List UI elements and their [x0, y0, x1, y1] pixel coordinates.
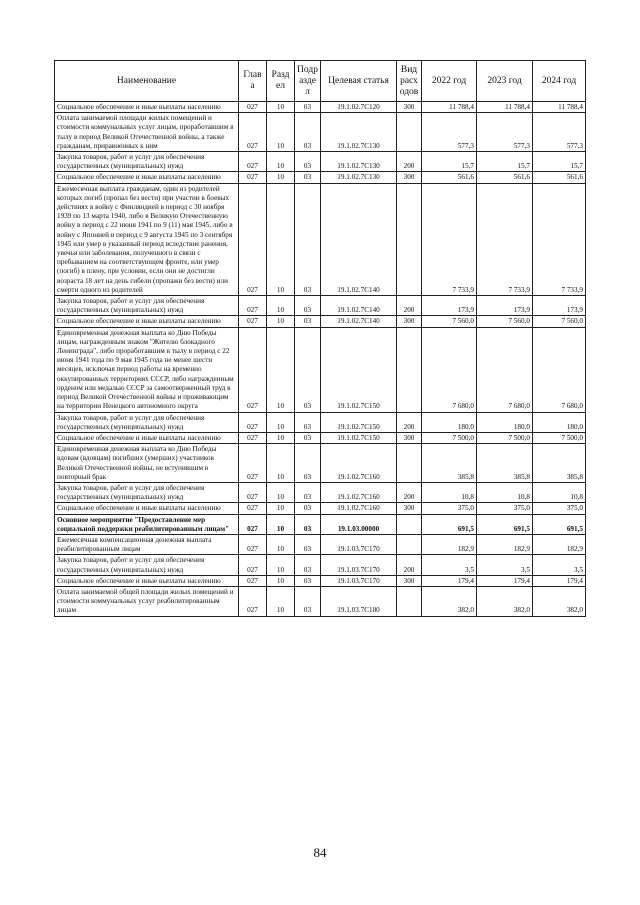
- row-name: Закупка товаров, работ и услуг для обеспечения государственных (муниципальных) нужд: [55, 412, 239, 432]
- table-row: [55, 183, 586, 295]
- table-row: [55, 113, 586, 152]
- row-podrazdel: 03: [295, 172, 321, 183]
- row-podrazdel: 03: [295, 316, 321, 327]
- row-vid: 200: [397, 412, 422, 432]
- table-row: [55, 316, 586, 327]
- row-name: Оплата занимаемой общей площади жилых помещений и стоимости коммунальных услуг реабилитированным лицам: [55, 586, 239, 616]
- row-name: Социальное обеспечение и иные выплаты населению: [55, 432, 239, 443]
- row-amount-2023: 382,0: [477, 586, 533, 616]
- row-razdel: 10: [267, 152, 295, 172]
- table-row: [55, 412, 586, 432]
- row-vid: 300: [397, 172, 422, 183]
- row-amount-2024: 7 560,0: [533, 316, 586, 327]
- row-amount-2023: 3,5: [477, 555, 533, 575]
- table-row: [55, 152, 586, 172]
- row-statya: 19.1.02.7С130: [321, 113, 397, 152]
- row-name: Социальное обеспечение и иные выплаты населению: [55, 172, 239, 183]
- row-glava: 027: [239, 555, 267, 575]
- row-razdel: 10: [267, 482, 295, 502]
- table-row: [55, 444, 586, 483]
- table-row: [55, 586, 586, 616]
- table-row: [55, 102, 586, 113]
- row-razdel: 10: [267, 102, 295, 113]
- row-podrazdel: 03: [295, 152, 321, 172]
- row-amount-2022: 691,5: [422, 514, 477, 534]
- row-amount-2024: 7 733,9: [533, 183, 586, 295]
- row-amount-2024: 375,0: [533, 503, 586, 514]
- row-amount-2023: 15,7: [477, 152, 533, 172]
- row-podrazdel: 03: [295, 586, 321, 616]
- header-podrazdel: Подр азде л: [295, 61, 321, 102]
- row-glava: 027: [239, 183, 267, 295]
- header-2024: 2024 год: [533, 61, 586, 102]
- row-name: Социальное обеспечение и иные выплаты населению: [55, 102, 239, 113]
- table-row: [55, 514, 586, 534]
- row-razdel: 10: [267, 586, 295, 616]
- row-razdel: 10: [267, 514, 295, 534]
- row-vid: 200: [397, 555, 422, 575]
- row-vid: [397, 444, 422, 483]
- table-row: [55, 534, 586, 554]
- row-amount-2023: 182,9: [477, 534, 533, 554]
- row-podrazdel: 03: [295, 113, 321, 152]
- row-amount-2023: 691,5: [477, 514, 533, 534]
- row-amount-2024: 7 500,0: [533, 432, 586, 443]
- row-podrazdel: 03: [295, 482, 321, 502]
- row-name: Оплата занимаемой площади жилых помещений и стоимости коммунальных услуг лицам, проработавшим в тылу в период Великой Отечественной войны, а также гражданам, приравненных к ним: [55, 113, 239, 152]
- row-glava: 027: [239, 534, 267, 554]
- row-glava: 027: [239, 102, 267, 113]
- row-amount-2024: 180,0: [533, 412, 586, 432]
- row-statya: 19.1.02.7С140: [321, 183, 397, 295]
- row-statya: 19.1.02.7С150: [321, 432, 397, 443]
- row-glava: 027: [239, 152, 267, 172]
- row-vid: 300: [397, 503, 422, 514]
- row-amount-2023: 7 500,0: [477, 432, 533, 443]
- row-razdel: 10: [267, 172, 295, 183]
- row-amount-2022: 375,0: [422, 503, 477, 514]
- row-vid: 300: [397, 575, 422, 586]
- row-amount-2022: 182,9: [422, 534, 477, 554]
- budget-table: [54, 60, 586, 617]
- header-razdel: Разд ел: [267, 61, 295, 102]
- row-podrazdel: 03: [295, 503, 321, 514]
- row-podrazdel: 03: [295, 514, 321, 534]
- row-amount-2024: 173,9: [533, 296, 586, 316]
- row-statya: 19.1.02.7С120: [321, 102, 397, 113]
- row-amount-2023: 561,6: [477, 172, 533, 183]
- row-razdel: 10: [267, 296, 295, 316]
- row-amount-2022: 3,5: [422, 555, 477, 575]
- row-podrazdel: 03: [295, 296, 321, 316]
- row-amount-2023: 173,9: [477, 296, 533, 316]
- row-statya: 19.1.02.7С130: [321, 152, 397, 172]
- row-glava: 027: [239, 113, 267, 152]
- row-name: Закупка товаров, работ и услуг для обеспечения государственных (муниципальных) нужд: [55, 296, 239, 316]
- row-amount-2024: 7 680,0: [533, 327, 586, 412]
- row-name: Закупка товаров, работ и услуг для обеспечения государственных (муниципальных) нужд: [55, 555, 239, 575]
- row-glava: 027: [239, 482, 267, 502]
- row-podrazdel: 03: [295, 534, 321, 554]
- row-name: Социальное обеспечение и иные выплаты населению: [55, 575, 239, 586]
- header-glava: Глав а: [239, 61, 267, 102]
- row-podrazdel: 03: [295, 412, 321, 432]
- row-name: Единовременная денежная выплата ко Дню Победы вдовам (вдовцам) погибших (умерших) участников Великой Отечественной войны, не вступившим в повторный брак: [55, 444, 239, 483]
- row-amount-2022: 385,8: [422, 444, 477, 483]
- row-amount-2024: 385,8: [533, 444, 586, 483]
- row-vid: [397, 327, 422, 412]
- row-glava: 027: [239, 432, 267, 443]
- row-podrazdel: 03: [295, 327, 321, 412]
- row-glava: 027: [239, 316, 267, 327]
- row-amount-2023: 375,0: [477, 503, 533, 514]
- row-statya: 19.1.03.7С170: [321, 534, 397, 554]
- row-glava: 027: [239, 412, 267, 432]
- row-vid: [397, 534, 422, 554]
- row-amount-2023: 385,8: [477, 444, 533, 483]
- row-vid: 300: [397, 432, 422, 443]
- row-razdel: 10: [267, 575, 295, 586]
- row-amount-2022: 577,3: [422, 113, 477, 152]
- row-podrazdel: 03: [295, 102, 321, 113]
- row-amount-2024: 179,4: [533, 575, 586, 586]
- row-amount-2023: 180,0: [477, 412, 533, 432]
- header-statya: Целевая статья: [321, 61, 397, 102]
- row-statya: 19.1.03.7С170: [321, 555, 397, 575]
- row-vid: [397, 514, 422, 534]
- row-amount-2024: 382,0: [533, 586, 586, 616]
- row-podrazdel: 03: [295, 575, 321, 586]
- row-razdel: 10: [267, 444, 295, 483]
- row-statya: 19.1.02.7С160: [321, 482, 397, 502]
- row-vid: 300: [397, 102, 422, 113]
- row-razdel: 10: [267, 412, 295, 432]
- row-amount-2022: 10,8: [422, 482, 477, 502]
- row-statya: 19.1.02.7С140: [321, 316, 397, 327]
- row-vid: 200: [397, 152, 422, 172]
- row-statya: 19.1.02.7С140: [321, 296, 397, 316]
- row-razdel: 10: [267, 555, 295, 575]
- row-statya: 19.1.02.7С160: [321, 444, 397, 483]
- row-amount-2022: 15,7: [422, 152, 477, 172]
- row-podrazdel: 03: [295, 555, 321, 575]
- row-razdel: 10: [267, 432, 295, 443]
- row-statya: 19.1.02.7С130: [321, 172, 397, 183]
- row-vid: 300: [397, 316, 422, 327]
- row-amount-2022: 7 733,9: [422, 183, 477, 295]
- row-amount-2022: 7 500,0: [422, 432, 477, 443]
- row-razdel: 10: [267, 503, 295, 514]
- header-name: Наименование: [55, 61, 239, 102]
- row-glava: 027: [239, 327, 267, 412]
- table-row: [55, 503, 586, 514]
- row-amount-2022: 180,0: [422, 412, 477, 432]
- row-amount-2024: 691,5: [533, 514, 586, 534]
- header-2023: 2023 год: [477, 61, 533, 102]
- row-razdel: 10: [267, 183, 295, 295]
- row-amount-2024: 577,3: [533, 113, 586, 152]
- table-header-row: [55, 61, 586, 102]
- row-name: Социальное обеспечение и иные выплаты населению: [55, 316, 239, 327]
- table-row: [55, 327, 586, 412]
- row-amount-2023: 7 560,0: [477, 316, 533, 327]
- row-name: Основное мероприятие "Предоставление мер социальной поддержки реабилитированным лицам": [55, 514, 239, 534]
- row-name: Ежемесячная выплата гражданам, один из родителей которых погиб (пропал без вести) при участии в боевых действиях в войну с Финляндией в период с 30 ноября 1939 по 13 марта 1940, либо в Великую Отечественную войну в период с 22 июня 1941 по 9 (11) мая 1945, либо в войну с Японией в период с 9 августа 1945 по 3 сентября 1945 или умер в указанный период вследствие ранения, увечья или заболевания, полученного в связи с пребыванием на соответствующем фронте, или умер (погиб) в плену, при условии, если они не достигли возраста 18 лет на день гибели (пропажи без вести) или смерти одного из родителей: [55, 183, 239, 295]
- row-glava: 027: [239, 172, 267, 183]
- row-amount-2024: 15,7: [533, 152, 586, 172]
- row-statya: 19.1.03.00000: [321, 514, 397, 534]
- table-row: [55, 296, 586, 316]
- row-name: Ежемесячная компенсационная денежная выплата реабилитированным лицам: [55, 534, 239, 554]
- row-glava: 027: [239, 586, 267, 616]
- table-row: [55, 172, 586, 183]
- header-vid: Вид расх одов: [397, 61, 422, 102]
- row-razdel: 10: [267, 316, 295, 327]
- row-name: Закупка товаров, работ и услуг для обеспечения государственных (муниципальных) нужд: [55, 482, 239, 502]
- row-glava: 027: [239, 514, 267, 534]
- page-number: 84: [313, 845, 327, 860]
- header-2022: 2022 год: [422, 61, 477, 102]
- row-statya: 19.1.03.7С180: [321, 586, 397, 616]
- row-razdel: 10: [267, 534, 295, 554]
- table-row: [55, 482, 586, 502]
- table-row: [55, 575, 586, 586]
- row-amount-2022: 382,0: [422, 586, 477, 616]
- row-amount-2024: 3,5: [533, 555, 586, 575]
- row-name: Единовременная денежная выплата ко Дню Победы лицам, награжденным знаком "Жителю блокадного Ленинграда", либо проработавшим в тылу в период с 22 июня 1941 года по 9 мая 1945 года не менее шести месяцев, исключая период работы на временно оккупированных территориях СССР, либо награжденным орденом или медалью СССР за самоотверженный труд в период Великой Отечественной войны и проживающим на территории Ненецкого автономного округа: [55, 327, 239, 412]
- row-vid: [397, 586, 422, 616]
- row-podrazdel: 03: [295, 183, 321, 295]
- row-glava: 027: [239, 444, 267, 483]
- row-razdel: 10: [267, 113, 295, 152]
- row-name: Социальное обеспечение и иные выплаты населению: [55, 503, 239, 514]
- row-amount-2023: 7 680,0: [477, 327, 533, 412]
- row-vid: [397, 183, 422, 295]
- row-amount-2023: 577,3: [477, 113, 533, 152]
- row-podrazdel: 03: [295, 444, 321, 483]
- table-row: [55, 432, 586, 443]
- row-amount-2023: 7 733,9: [477, 183, 533, 295]
- row-amount-2024: 11 788,4: [533, 102, 586, 113]
- row-vid: 200: [397, 482, 422, 502]
- row-statya: 19.1.03.7С170: [321, 575, 397, 586]
- row-amount-2024: 182,9: [533, 534, 586, 554]
- row-amount-2023: 179,4: [477, 575, 533, 586]
- table-body: [55, 102, 586, 617]
- row-amount-2023: 10,8: [477, 482, 533, 502]
- row-statya: 19.1.02.7С150: [321, 327, 397, 412]
- row-amount-2024: 561,6: [533, 172, 586, 183]
- row-amount-2022: 179,4: [422, 575, 477, 586]
- row-podrazdel: 03: [295, 432, 321, 443]
- row-statya: 19.1.02.7С160: [321, 503, 397, 514]
- row-glava: 027: [239, 296, 267, 316]
- row-amount-2022: 173,9: [422, 296, 477, 316]
- row-razdel: 10: [267, 327, 295, 412]
- row-vid: [397, 113, 422, 152]
- row-glava: 027: [239, 575, 267, 586]
- row-amount-2022: 7 560,0: [422, 316, 477, 327]
- table-row: [55, 555, 586, 575]
- row-amount-2024: 10,8: [533, 482, 586, 502]
- row-vid: 200: [397, 296, 422, 316]
- row-amount-2023: 11 788,4: [477, 102, 533, 113]
- row-statya: 19.1.02.7С150: [321, 412, 397, 432]
- row-amount-2022: 7 680,0: [422, 327, 477, 412]
- row-name: Закупка товаров, работ и услуг для обеспечения государственных (муниципальных) нужд: [55, 152, 239, 172]
- row-glava: 027: [239, 503, 267, 514]
- row-amount-2022: 11 788,4: [422, 102, 477, 113]
- row-amount-2022: 561,6: [422, 172, 477, 183]
